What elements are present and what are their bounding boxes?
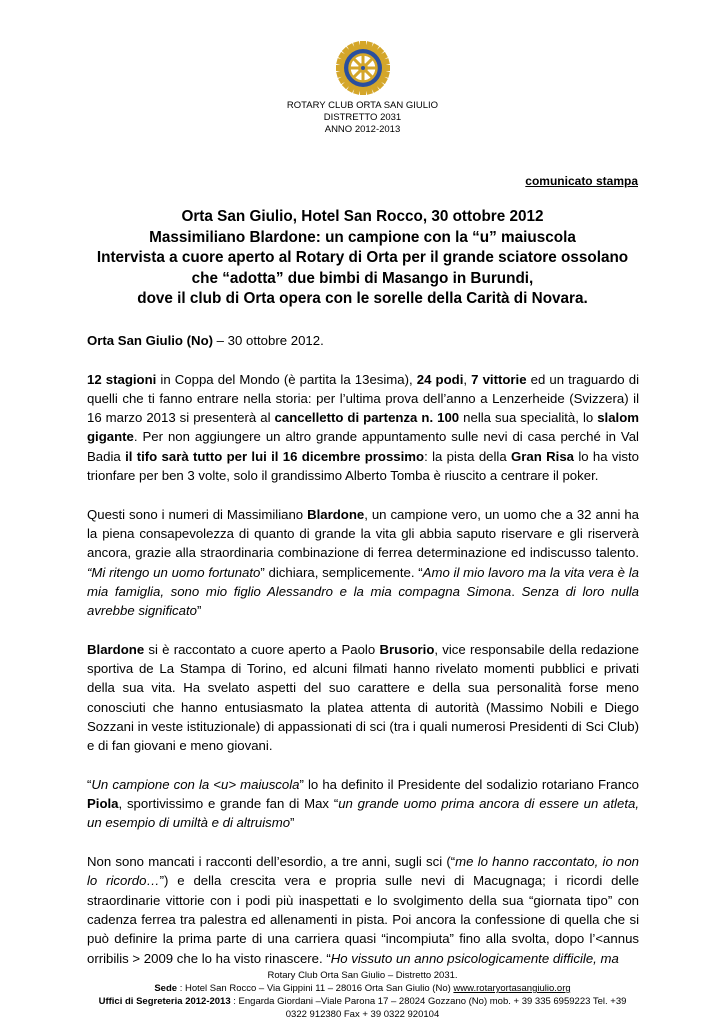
dateline-place: Orta San Giulio (No) (87, 333, 214, 348)
bold-text: 7 vittorie (471, 371, 527, 387)
footer-sede-label: Sede (154, 983, 178, 994)
text-run: ” lo ha definito il Presidente del sodalizio rotariano Franco (299, 776, 640, 792)
text-run: ” dichiara, semplicemente. “ (260, 564, 423, 580)
club-name: ROTARY CLUB ORTA SAN GIULIO (286, 100, 439, 111)
paragraph (87, 852, 639, 968)
text-run: “ (87, 776, 92, 792)
bold-text: slalom gigante (87, 410, 639, 445)
italic-quote: Un campione con la <u> maiuscola (91, 776, 300, 792)
district: DISTRETTO 2031 (323, 112, 402, 123)
dateline-date: – 30 ottobre 2012. (213, 333, 324, 348)
text-run: ed un traguardo di quelli che ti fanno entrare nella storia: per l’ultima prova dell’anno a Lenzerheide (Svizzera) il 16 marzo 2013 si presenterà al (87, 371, 639, 426)
text-run: : la pista della (424, 448, 512, 464)
italic-quote: me lo hanno raccontato, io non lo ricordo… (87, 854, 639, 889)
text-run: ” (196, 603, 202, 619)
footer-uffici-address: : Engarda Giordani –Viale Parona 17 – 28024 Gozzano (No) mob. + 39 335 6959223 Tel. +39 (230, 996, 627, 1007)
paragraph (87, 505, 639, 621)
dateline (87, 331, 639, 350)
rotary-wheel-icon (335, 40, 391, 96)
text-run: Non sono mancati i racconti dell’esordio, a tre anni, sugli sci (“ (87, 854, 456, 870)
year: ANNO 2012-2013 (324, 124, 401, 135)
headline-line: dove il club di Orta opera con le sorelle della Carità di Novara. (137, 290, 588, 307)
website-link[interactable]: www.rotaryortasangiulio.org (453, 983, 571, 994)
text-run: ” (290, 815, 295, 831)
bold-text: Blardone (307, 506, 365, 522)
footer-uffici-label: Uffici di Segreteria 2012-2013 (98, 996, 231, 1007)
text-run: , vice responsabile della redazione sportiva de La Stampa di Torino, ed alcuni filmati hanno rivelato momenti pubblici e privati della sua vita. Ha svelato aspetti del suo carattere e della sua personalità forse meno conosciuti che hanno entusiasmato la platea attenta di autorità (Massimo Nobili e Diego Sozzani in veste istituzionale) di appassionati di sci (tra i quali numerosi Presidenti di Sci Club) e di fan giovani e meno giovani. (87, 641, 639, 754)
text-run: , sportivissimo e grande fan di Max “ (118, 796, 339, 812)
italic-quote: Amo il mio lavoro ma la vita vera è la mia famiglia, sono mio figlio Alessandro e la mia compagna Simona (87, 564, 639, 599)
text-run: nella sua specialità, lo (459, 410, 598, 426)
text-run: lo ha visto trionfare per ben 3 volte, solo il grandissimo Alberto Tomba è riuscito a centrare il poker. (87, 448, 640, 484)
italic-quote: Ho vissuto un anno psicologicamente difficile, ma (330, 950, 619, 966)
text-run: ”) e della crescita vera e propria sulle nevi di Macugnaga; i ricordi delle straordinarie vittorie con i podi più inaspettati e lo svolgimento della sua “giornata tipo” con cadenza ferrea tra palestra ed allenamenti in pista. Poi ancora la confessione di quella che si può definire la prima parte di una carriera quasi “incompiuta” fino alla svolta, dopo l’<annus orribilis > 2009 che lo ha visto rinascere. “ (87, 873, 639, 966)
text-run: si è raccontato a cuore aperto a Paolo (144, 641, 380, 657)
headline-line: Orta San Giulio, Hotel San Rocco, 30 ottobre 2012 (181, 208, 544, 225)
headline-line: Intervista a cuore aperto al Rotary di Orta per il grande sciatore ossolano (96, 249, 629, 266)
italic-quote: un grande uomo prima ancora di essere un atleta, un esempio di umiltà e di altruismo (87, 796, 639, 831)
text-run: , un campione vero, un uomo che a 32 anni ha la piena consapevolezza di quanto di grande la vita gli abbia saputo riservare e gli riserverà ancora, grazie alla straordinaria combinazione di ferrea determinazione ed indiscusso talento. (87, 506, 639, 561)
bold-text: cancelletto di partenza n. 100 (274, 410, 460, 426)
text-run: , (463, 371, 472, 387)
footer-club-line: Rotary Club Orta San Giulio – Distretto 2031. (267, 970, 458, 981)
article-body (87, 331, 639, 987)
bold-text: Gran Risa (511, 448, 574, 464)
text-run: . (511, 583, 522, 599)
paragraph (87, 370, 639, 486)
bold-text: Piola (87, 796, 119, 812)
bold-text: Brusorio (379, 641, 435, 657)
headline-line: che “adotta” due bimbi di Masango in Burundi, (191, 269, 534, 287)
footer-sede-address: : Hotel San Rocco – Via Gippini 11 – 28016 Orta San Giulio (No) (177, 983, 454, 994)
italic-quote: Senza di loro nulla avrebbe significato (87, 583, 639, 619)
club-header (0, 100, 725, 136)
italic-quote: “Mi ritengo un uomo fortunato (87, 564, 261, 580)
footer-uffici-line (0, 995, 725, 1008)
bold-text: il tifo sarà tutto per lui il 16 dicembre prossimo (125, 448, 425, 464)
footer-sede-line (0, 982, 725, 995)
press-release-label: comunicato stampa (525, 174, 638, 188)
paragraph (87, 640, 639, 756)
footer-phone-line: 0322 912380 Fax + 39 0322 920104 (285, 1009, 440, 1020)
headline-line: Massimiliano Blardone: un campione con la “u” maiuscola (149, 228, 576, 246)
bold-text: Blardone (87, 641, 145, 657)
footer (0, 969, 725, 1021)
text-run: Questi sono i numeri di Massimiliano (87, 506, 308, 522)
paragraph (87, 775, 639, 833)
text-run: in Coppa del Mondo (è partita la 13esima), (156, 371, 417, 387)
bold-text: 12 stagioni (87, 371, 157, 387)
bold-text: 24 podi (416, 371, 464, 387)
text-run: . Per non aggiungere un altro grande appuntamento sulle nevi di casa perché in Val Badia (87, 429, 639, 464)
headline-block (60, 207, 665, 310)
